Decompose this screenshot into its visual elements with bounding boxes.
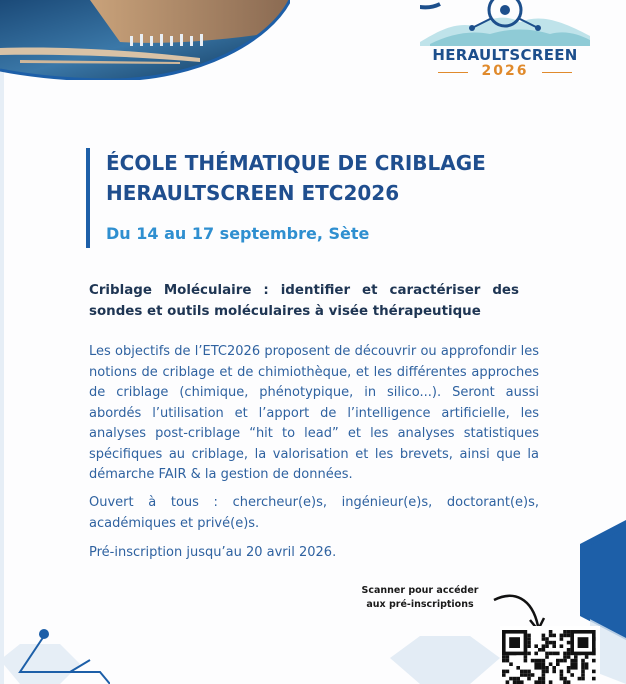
title-line-1: ÉCOLE THÉMATIQUE DE CRIBLAGE [106, 151, 486, 175]
objectives-paragraph: Les objectifs de l’ETC2026 proposent de découvrir ou approfondir les notions de criblage et de chimiothèque, et les différentes approches de criblage (chimique, phénotypique, in silico...). Seront aussi abordés l’utilisation et l’apport de l’intelligence artificielle, les analyses post-criblage “hit to lead” et les analyses statistiques spécifiques au criblage, la valorisation et les brevets, ainsi que la démarche FAIR & la gestion de données. [89, 344, 539, 482]
lead-heading: Criblage Moléculaire : identifier et caractériser des sondes et outils moléculaires à visée thérapeutique [89, 283, 519, 319]
event-dates: Du 14 au 17 septembre, Sète [106, 224, 370, 243]
hexagon-decoration-bottom [380, 628, 510, 684]
harbor-photo [0, 0, 290, 80]
logo-rule-right [542, 72, 572, 73]
logo-name: HERAULTSCREEN [432, 46, 578, 64]
qr-code[interactable] [500, 626, 600, 684]
qr-caption [350, 584, 490, 612]
qr-caption-line-2: aux pré-inscriptions [366, 599, 474, 610]
logo-year: 2026 [481, 63, 529, 79]
network-decoration-left [0, 620, 110, 684]
deadline-paragraph: Pré-inscription jusqu’au 20 avril 2026. [89, 545, 337, 560]
audience-paragraph: Ouvert à tous : chercheur(e)s, ingénieur(e)s, doctorant(e)s, académiques et privé(e)s. [89, 495, 539, 531]
qr-caption-line-1: Scanner pour accéder [361, 585, 479, 596]
heraultscreen-logo [420, 0, 590, 90]
title-line-2: HERAULTSCREEN ETC2026 [106, 181, 400, 205]
page-title [106, 148, 576, 208]
title-accent-bar [86, 148, 90, 248]
left-edge-decoration [0, 0, 4, 684]
